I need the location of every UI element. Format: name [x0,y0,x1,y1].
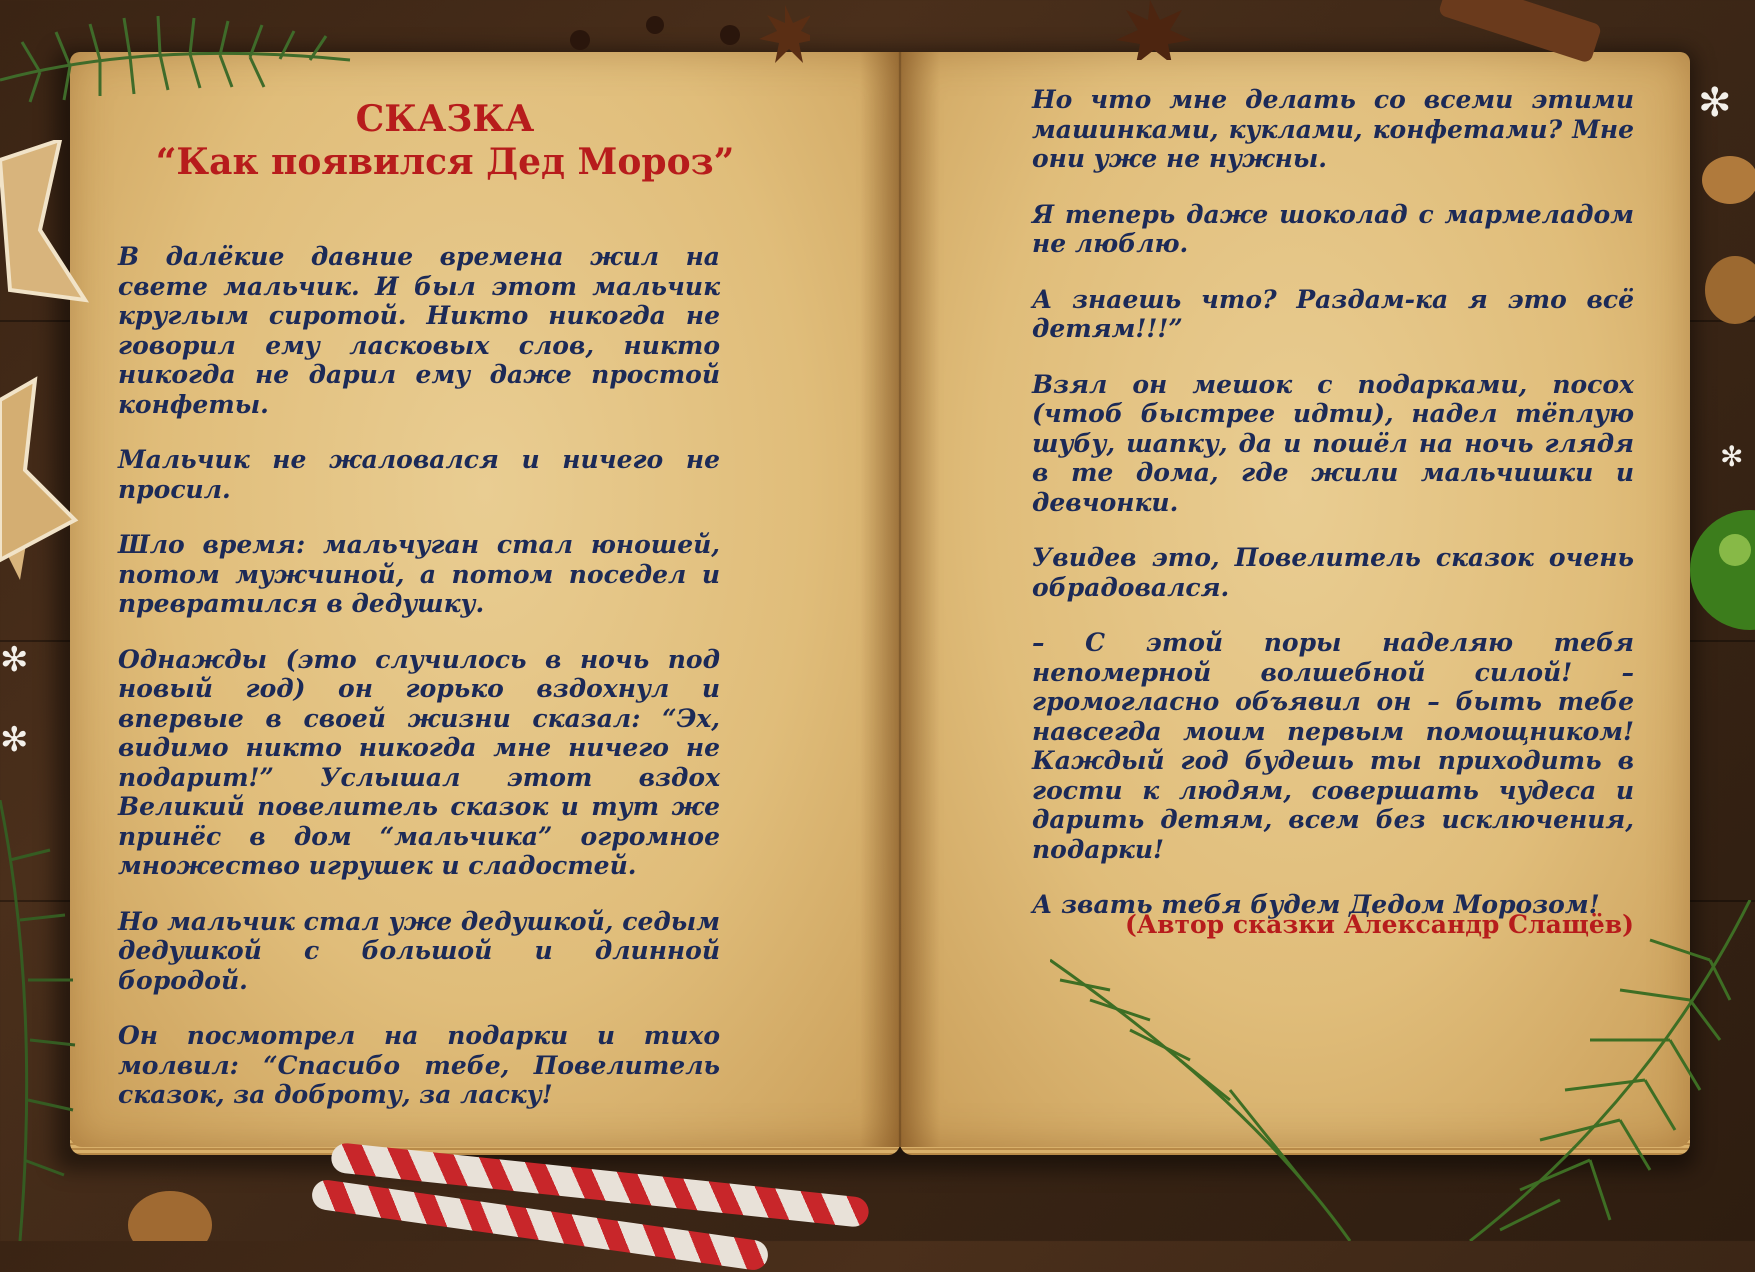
clove-spices-icon [560,0,810,70]
fir-branch-icon [0,800,80,1241]
anise-star-icon [1090,0,1210,60]
fir-branch-icon [0,0,360,160]
title-line-1: СКАЗКА [355,98,535,140]
fir-branch-icon [1050,900,1755,1241]
snowflake-icon: ✻ [1698,80,1732,126]
snowflake-icon: ✻ [0,640,29,680]
paragraph: Однажды (это случилось в ночь под новый год) он горько вздохнул и впервые в своей жизни сказал: “Эх, видимо никто никогда мне ничего не подарит!” Услышал этот вздох Великий повелитель сказок и тут же принёс в дом “мальчика” огромное множество игрушек и сладостей. [118,644,720,880]
paragraph: – С этой поры наделяю тебя непомерной волшебной силой! – громогласно объявил он – быть тебе навсегда моим первым помощником! Каждый год будешь ты приходить в гости к людям, совершать чудеса и дарить детям, всем без исключения, подарки! [1032,628,1634,864]
walnut-icon [120,1185,220,1241]
walnut-icon [1690,150,1755,380]
title-line-2: “Как появился Дед Мороз” [155,141,735,183]
paragraph: Но что мне делать со всеми этими машинками, куклами, конфетами? Мне они уже не нужны. [1032,85,1634,173]
paragraph: В далёкие давние времена жил на свете мальчик. И был этот мальчик круглым сиротой. Никто никогда не говорил ему ласковых слов, никто никогда не дарил ему даже простой конфеты. [118,242,720,419]
right-page-text [1032,85,1634,946]
snowflake-icon: ✻ [1720,440,1744,473]
paragraph: Взял он мешок с подарками, посох (чтоб быстрее идти), надел тёплую шубу, шапку, да и пошёл на ночь глядя в те дома, где жили мальчишки и девчонки. [1032,369,1634,517]
left-page-text [118,242,720,1136]
paragraph: Мальчик не жаловался и ничего не просил. [118,445,720,504]
book-gutter [860,52,940,1147]
star-cookie-icon [0,140,90,590]
author-credit: (Автор сказки Александр Слащёв) [1124,910,1634,939]
green-ornament-icon [1680,500,1755,640]
paragraph: Он посмотрел на подарки и тихо молвил: “Спасибо тебе, Повелитель сказок, за доброту, за ласку! [118,1021,720,1109]
paragraph: Шло время: мальчуган стал юношей, потом мужчиной, а потом поседел и превратился в дедушку. [118,530,720,618]
paragraph: Увидев это, Повелитель сказок очень обрадовался. [1032,543,1634,602]
paragraph: Но мальчик стал уже дедушкой, седым дедушкой с большой и длинной бородой. [118,906,720,995]
snowflake-icon: ✻ [0,720,29,760]
paragraph: А звать тебя будем Дедом Морозом! [1032,890,1600,919]
paragraph: А знаешь что? Раздам-ка я это всё детям!!!” [1032,284,1634,343]
paragraph: Я теперь даже шоколад с мармеладом не люблю. [1032,199,1634,258]
